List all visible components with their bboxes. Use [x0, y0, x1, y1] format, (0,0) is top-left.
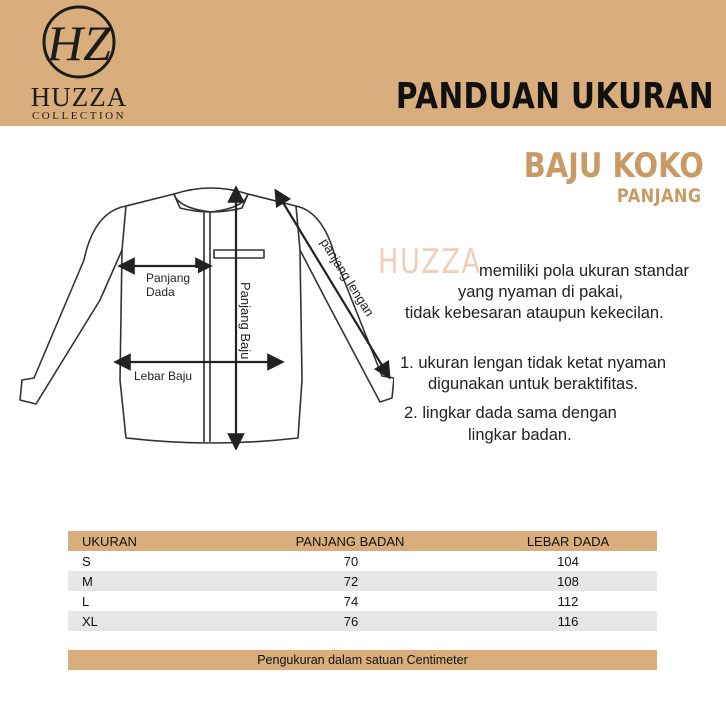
table-row	[68, 551, 657, 571]
brand-name: HUZZA	[30, 82, 128, 112]
pocket-outline	[214, 250, 264, 258]
header-ukuran: UKURAN	[82, 534, 137, 549]
label-lebar-baju: Lebar Baju	[134, 369, 193, 383]
table-row	[68, 611, 657, 631]
label-panjang-dada-1: Panjang	[146, 271, 191, 285]
desc-line-3: tidak kebesaran ataupun kekecilan.	[405, 304, 664, 322]
header-band	[0, 0, 726, 126]
lebar-dada-cell: 116	[557, 614, 579, 629]
header-lebar-dada: LEBAR DADA	[526, 534, 610, 549]
table-row	[68, 571, 657, 591]
point-1-line-2: digunakan untuk beraktifitas.	[428, 375, 639, 393]
point-2-line-1: 2. lingkar dada sama dengan	[404, 404, 617, 422]
size-cell: L	[82, 594, 90, 609]
table-row	[68, 591, 657, 611]
point-2-line-2: lingkar badan.	[468, 426, 572, 444]
panjang-badan-cell: 72	[343, 574, 359, 589]
size-cell: M	[82, 574, 93, 589]
brand-logo	[18, 4, 140, 124]
panjang-lengan-arrow	[279, 196, 386, 372]
lebar-dada-cell: 108	[557, 574, 579, 589]
label-panjang-baju: Panjang Baju	[238, 282, 253, 360]
lebar-dada-cell: 112	[557, 594, 579, 609]
left-sleeve-outline	[20, 206, 126, 404]
svg-text:HZ: HZ	[47, 15, 111, 71]
unit-note: Pengukuran dalam satuan Centimeter	[68, 650, 657, 670]
point-1-line-1: 1. ukuran lengan tidak ketat nyaman	[400, 354, 667, 372]
shirt-diagram	[14, 180, 394, 450]
label-panjang-lengan: panjang lengan	[317, 235, 378, 319]
size-cell: XL	[82, 614, 98, 629]
brand-watermark: HUZZA	[378, 242, 482, 282]
panjang-badan-cell: 74	[343, 594, 359, 609]
brand-tagline: COLLECTION	[31, 110, 127, 122]
product-subtitle: PANJANG	[617, 185, 702, 207]
label-panjang-dada-2: Dada	[146, 285, 175, 299]
panjang-badan-cell: 70	[343, 554, 359, 569]
shirt-body-outline	[120, 194, 302, 443]
lebar-dada-cell: 104	[557, 554, 579, 569]
size-cell: S	[82, 554, 91, 569]
size-table	[68, 531, 657, 631]
table-header-row	[68, 531, 657, 551]
page-title: PANDUAN UKURAN	[395, 76, 714, 117]
product-title: BAJU KOKO	[523, 146, 704, 186]
hz-monogram-icon	[36, 4, 122, 82]
desc-line-2: yang nyaman di pakai,	[458, 283, 624, 301]
panjang-badan-cell: 76	[343, 614, 359, 629]
header-panjang-badan: PANJANG BADAN	[295, 534, 405, 549]
desc-line-1: memiliki pola ukuran standar	[479, 262, 690, 280]
